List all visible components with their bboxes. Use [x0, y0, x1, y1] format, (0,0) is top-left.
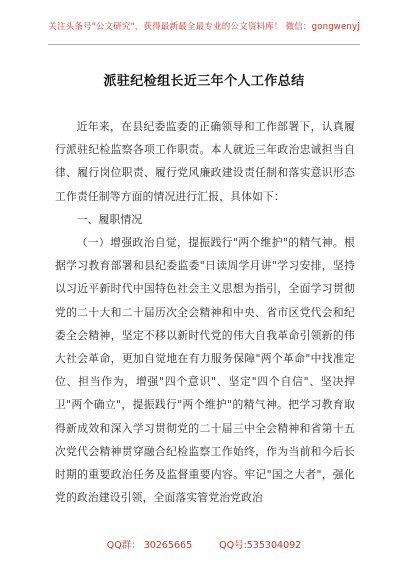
qq-group-text: QQ群： 30265665 [106, 540, 193, 551]
section-heading: 一、履职情况 [76, 212, 143, 226]
header-divider [48, 44, 360, 45]
document-title: 派驻纪检组长近三年个人工作总结 [103, 74, 305, 89]
qq-number-text: QQ号:535304092 [219, 540, 302, 551]
body-paragraph: （一）增强政治自觉，提振践行"两个维护"的精气神。根据学习教育部署和县纪委监委"日读周学月讲"学习安排，坚持以习近平新时代中国特色社会主义思想为指引，全面学习贯彻党的二十大和二十届历次全会精神和中央、省市区党代会和纪委全会精神，坚定不移以新时代党的伟大自我革命引领新的伟大社会革命，更加自觉地在有力服务保障"两个革命"中找准定位、担当作为，增强"四个意识"、坚定"四个自信"、坚决捍卫"两个确立"，提振践行"两个维护"的精气神。把学习教育取得新成效和深入学习贯彻党的二十届三中全会精神和省第十五次党代会精神贯穿融合纪检监察工作始终，作为当前和今后长时期的重要政治任务及监督重要内容。牢记"国之大者"，强化党的政治建设引领，全面落实管党治党政治 [55, 236, 355, 505]
footer-contact [0, 537, 408, 551]
document-body [55, 115, 355, 509]
header-banner: 关注头条号"公文研究"，获得最新最全最专业的公文资料库！ 微信：gongwenyj [48, 22, 360, 32]
intro-paragraph: 近年来，在县纪委监委的正确领导和工作部署下，认真履行派驻纪检监察各项工作职责。本人就近三年政治忠诚担当自律、履行岗位职责、履行党风廉政建设责任制和落实意识形态工作责任制等方面的情况进行汇报，具体如下： [55, 120, 355, 203]
